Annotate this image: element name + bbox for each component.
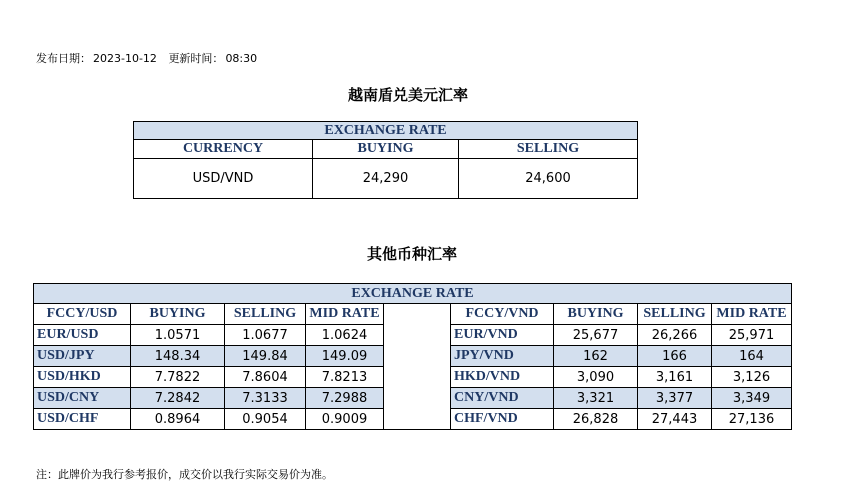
col-buying: BUYING (131, 304, 225, 325)
col-buying: BUYING (554, 304, 638, 325)
col-mid-rate: MID RATE (306, 304, 384, 325)
table-row (34, 325, 792, 346)
buying-cell: 3,090 (554, 367, 638, 388)
table-row (34, 409, 792, 430)
update-time: 08:30 (225, 52, 258, 65)
table-gap (384, 409, 451, 430)
buying-cell: 26,828 (554, 409, 638, 430)
exchange-rate-header: EXCHANGE RATE (34, 284, 792, 304)
table-row (34, 346, 792, 367)
pair-cell: CHF/VND (451, 409, 554, 430)
col-fccy-usd: FCCY/USD (34, 304, 131, 325)
buying-cell: 7.7822 (131, 367, 225, 388)
selling-cell: 7.8604 (225, 367, 306, 388)
selling-cell: 3,377 (638, 388, 712, 409)
selling-cell: 27,443 (638, 409, 712, 430)
table-row (34, 388, 792, 409)
mid-rate-cell: 7.8213 (306, 367, 384, 388)
selling-cell: 3,161 (638, 367, 712, 388)
col-currency: CURRENCY (134, 140, 313, 159)
mid-rate-cell: 3,349 (712, 388, 792, 409)
table-gap (384, 325, 451, 346)
publish-date: 2023-10-12 (93, 52, 157, 65)
pair-cell: EUR/USD (34, 325, 131, 346)
selling-cell: 1.0677 (225, 325, 306, 346)
column-header-row (34, 304, 792, 325)
table-gap (384, 304, 451, 325)
buying-cell: 24,290 (313, 159, 459, 199)
column-header-row (134, 140, 638, 159)
mid-rate-cell: 27,136 (712, 409, 792, 430)
table-gap (384, 367, 451, 388)
pair-cell: HKD/VND (451, 367, 554, 388)
col-buying: BUYING (313, 140, 459, 159)
selling-cell: 7.3133 (225, 388, 306, 409)
pair-cell: JPY/VND (451, 346, 554, 367)
col-mid-rate: MID RATE (712, 304, 792, 325)
selling-cell: 24,600 (459, 159, 638, 199)
mid-rate-cell: 149.09 (306, 346, 384, 367)
selling-cell: 166 (638, 346, 712, 367)
other-currencies-title: 其他币种汇率 (366, 245, 457, 263)
currency-cell: USD/VND (134, 159, 313, 199)
buying-cell: 1.0571 (131, 325, 225, 346)
table-gap (384, 346, 451, 367)
mid-rate-cell: 0.9009 (306, 409, 384, 430)
selling-cell: 0.9054 (225, 409, 306, 430)
mid-rate-cell: 25,971 (712, 325, 792, 346)
pair-cell: USD/CNY (34, 388, 131, 409)
buying-cell: 3,321 (554, 388, 638, 409)
publish-date-label: 发布日期： (36, 52, 91, 65)
mid-rate-cell: 3,126 (712, 367, 792, 388)
disclaimer-note: 注：此牌价为我行参考报价，成交价以我行实际交易价为准。 (36, 468, 333, 481)
publish-info (36, 50, 259, 66)
other-currencies-table (33, 283, 792, 430)
buying-cell: 25,677 (554, 325, 638, 346)
pair-cell: EUR/VND (451, 325, 554, 346)
pair-cell: USD/CHF (34, 409, 131, 430)
update-time-label: 更新时间： (168, 52, 224, 65)
mid-rate-cell: 1.0624 (306, 325, 384, 346)
vnd-usd-title: 越南盾兑美元汇率 (347, 86, 468, 104)
col-fccy-vnd: FCCY/VND (451, 304, 554, 325)
mid-rate-cell: 164 (712, 346, 792, 367)
selling-cell: 26,266 (638, 325, 712, 346)
buying-cell: 162 (554, 346, 638, 367)
table-gap (384, 388, 451, 409)
exchange-rate-header: EXCHANGE RATE (134, 122, 638, 140)
table-row (34, 367, 792, 388)
table-row (134, 159, 638, 199)
col-selling: SELLING (638, 304, 712, 325)
table-header-row (34, 284, 792, 304)
pair-cell: CNY/VND (451, 388, 554, 409)
vnd-usd-rate-table (133, 121, 638, 199)
selling-cell: 149.84 (225, 346, 306, 367)
table-header-row (134, 122, 638, 140)
buying-cell: 148.34 (131, 346, 225, 367)
mid-rate-cell: 7.2988 (306, 388, 384, 409)
buying-cell: 0.8964 (131, 409, 225, 430)
buying-cell: 7.2842 (131, 388, 225, 409)
col-selling: SELLING (459, 140, 638, 159)
col-selling: SELLING (225, 304, 306, 325)
pair-cell: USD/HKD (34, 367, 131, 388)
pair-cell: USD/JPY (34, 346, 131, 367)
